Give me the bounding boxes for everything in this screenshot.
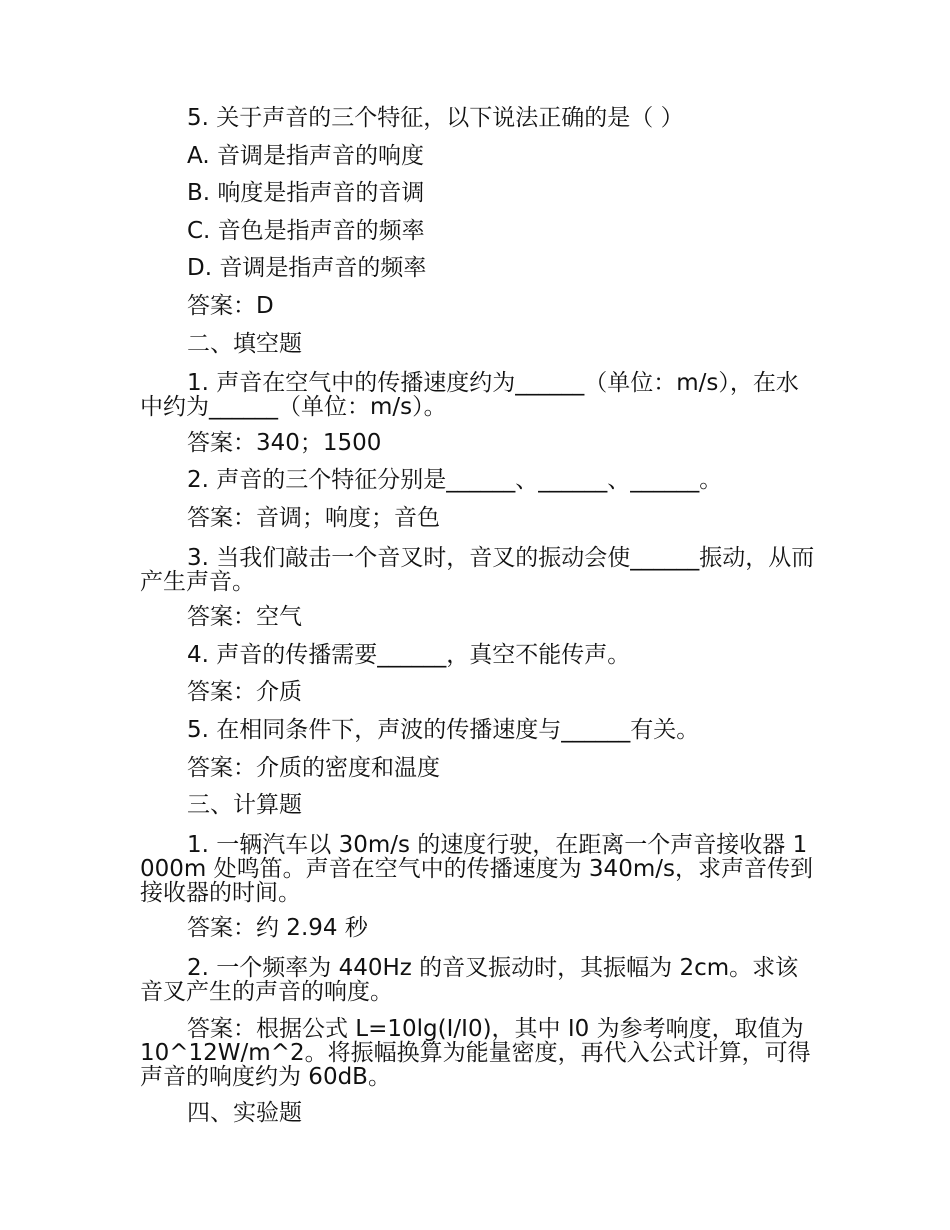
fill-blank-question-2: 2. 声音的三个特征分别是______、______、______。 xyxy=(187,467,723,494)
answer-text: 答案：约 2.94 秒 xyxy=(187,915,368,942)
option-c: C. 音色是指声音的频率 xyxy=(187,217,425,244)
section-heading-fill-blank: 二、填空题 xyxy=(187,330,302,357)
fill-blank-question-1: 1. 声音在空气中的传播速度约为______（单位：m/s），在水中约为______（单位：m/s）。 xyxy=(140,370,799,421)
document-body xyxy=(140,100,820,1133)
section-heading-experiment: 四、实验题 xyxy=(187,1100,302,1127)
option-b: B. 响度是指声音的音调 xyxy=(187,180,425,207)
answer-text: 答案：介质 xyxy=(187,679,302,706)
answer-text: 答案：D xyxy=(187,292,274,319)
answer-text: 答案：340；1500 xyxy=(187,429,382,456)
option-d: D. 音调是指声音的频率 xyxy=(187,255,427,282)
question-5: 5. 关于声音的三个特征，以下说法正确的是（ ） xyxy=(187,105,684,131)
fill-blank-question-3: 3. 当我们敲击一个音叉时，音叉的振动会使______振动，从而产生声音。 xyxy=(140,544,815,595)
calculation-question-2: 2. 一个频率为 440Hz 的音叉振动时，其振幅为 2cm。求该音叉产生的声音的响度。 xyxy=(140,954,799,1005)
answer-text: 答案：音调；响度；音色 xyxy=(187,504,440,531)
answer-text: 答案：空气 xyxy=(187,604,302,631)
fill-blank-question-5: 5. 在相同条件下，声波的传播速度与______有关。 xyxy=(187,716,700,743)
answer-text: 答案：介质的密度和温度 xyxy=(187,754,440,781)
option-a: A. 音调是指声音的响度 xyxy=(187,142,424,169)
answer-text: 答案：根据公式 L=10lg(I/I0)，其中 I0 为参考响度，取值为 10^12W/m^2。将振幅换算为能量密度，再代入公式计算，可得声音的响度约为 60dB。 xyxy=(140,1016,811,1091)
calculation-question-1: 1. 一辆汽车以 30m/s 的速度行驶，在距离一个声音接收器 1000m 处鸣笛。声音在空气中的传播速度为 340m/s，求声音传到接收器的时间。 xyxy=(140,831,813,906)
section-heading-calculation: 三、计算题 xyxy=(187,792,302,819)
fill-blank-question-4: 4. 声音的传播需要______，真空不能传声。 xyxy=(187,641,631,668)
